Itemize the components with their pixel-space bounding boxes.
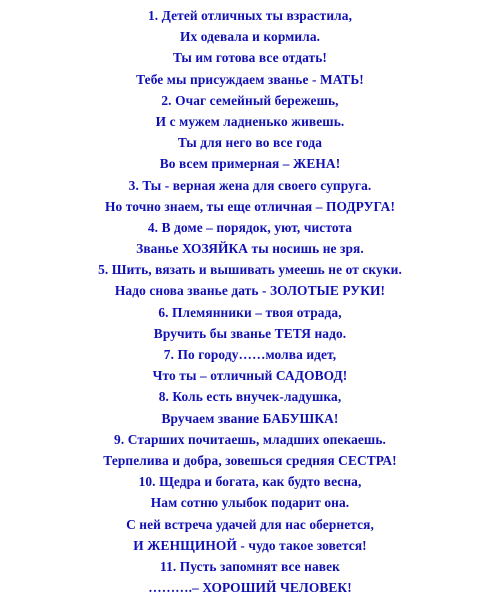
poem-line: Вручить бы званье ТЕТЯ надо.: [153, 325, 347, 341]
poem-text: [0, 5, 500, 598]
poem-line: Званье ХОЗЯЙКА ты носишь не зря.: [136, 241, 364, 257]
poem-line: 5. Шить, вязать и вышивать умеешь не от скуки.: [98, 262, 402, 278]
poem-line: 11. Пусть запомнят все навек: [160, 558, 340, 574]
poem-line: Надо снова званье дать - ЗОЛОТЫЕ РУКИ!: [114, 283, 386, 299]
poem-line: 10. Щедра и богата, как будто весна,: [138, 474, 362, 490]
poem-line: Тебе мы присуждаем званье - МАТЬ!: [136, 71, 364, 87]
poem-line: 4. В доме – порядок, уют, чистота: [147, 219, 353, 235]
poem-line: Ты им готова все отдать!: [173, 50, 327, 66]
poem-line: 1. Детей отличных ты взрастила,: [147, 8, 353, 23]
poem-line: 3. Ты - верная жена для своего супруга.: [128, 177, 372, 193]
poem-line: ……….– ХОРОШИЙ ЧЕЛОВЕК!: [148, 580, 352, 596]
poem-line: Их одевала и кормила.: [179, 29, 321, 45]
poem-line: Что ты – отличный САДОВОД!: [152, 368, 348, 384]
poem-line: Нам сотню улыбок подарит она.: [150, 495, 350, 511]
poem-line: 9. Старших почитаешь, младших опекаешь.: [114, 431, 386, 447]
poem-line: И с мужем ладненько живешь.: [155, 113, 345, 129]
poem-line: С ней встреча удачей для нас обернется,: [126, 516, 374, 532]
poem-line: Вручаем звание БАБУШКА!: [161, 410, 339, 426]
poem-line: 2. Очаг семейный бережешь,: [161, 92, 339, 108]
poem-line: 6. Племянники – твоя отрада,: [158, 304, 342, 320]
poem-line: И ЖЕНЩИНОЙ - чудо такое зовется!: [133, 537, 367, 553]
poem-line: Терпелива и добра, зовешься средняя СЕСТРА!: [103, 452, 397, 468]
poem-line: 8. Коль есть внучек-ладушка,: [158, 389, 342, 405]
poem-line: Ты для него во все года: [177, 135, 323, 151]
poem-line: Во всем примерная – ЖЕНА!: [159, 156, 341, 172]
poem-line: Но точно знаем, ты еще отличная – ПОДРУГА!: [104, 198, 396, 214]
poem-line: 7. По городу……молва идет,: [163, 347, 337, 362]
